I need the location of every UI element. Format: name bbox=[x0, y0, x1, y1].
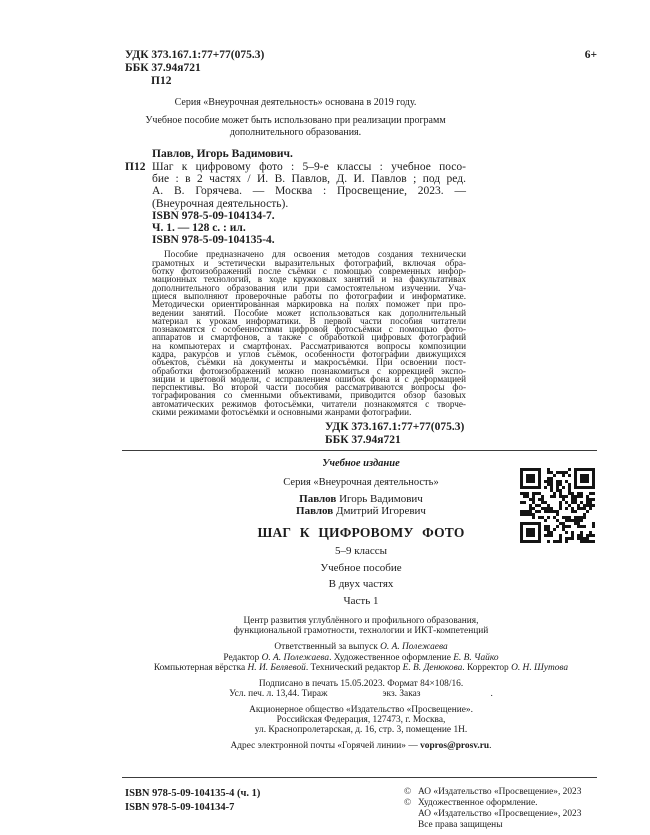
annotation-line: познакомятся с особенностями цифровой фотосъёмки с помощью фото- bbox=[152, 324, 466, 335]
book-title: ШАГ К ЦИФРОВОМУ ФОТО bbox=[257, 524, 465, 540]
copyright-line: Все права защищены bbox=[418, 819, 503, 830]
author-heading: Павлов, Игорь Вадимович. bbox=[152, 148, 293, 160]
publisher-line: Российская Федерация, 127473, г. Москва, bbox=[276, 715, 446, 726]
annotation-line: мационных технологий, в ходе кружковых занятий и на факультативах bbox=[152, 274, 466, 285]
annotation-line: аппаратов и смартфонов, а также с обработкой цифровых фотографий bbox=[152, 332, 466, 343]
annotation-line: Методически ориентированная маркировка на полях поможет при про- bbox=[152, 299, 466, 310]
bib-lines bbox=[152, 161, 466, 210]
person-name: О. А. Полежаева bbox=[380, 642, 448, 653]
org-line: Центр развития углублённого и профильного образования, bbox=[243, 615, 479, 626]
part-info: Ч. 1. — 128 с. : ил. bbox=[152, 222, 246, 235]
credit-line-editor: Редактор О. А. Полежаева. Художественное оформление Е. В. Чайко bbox=[223, 652, 499, 663]
grades-line: 5–9 классы bbox=[334, 545, 388, 558]
top-codes-row bbox=[125, 0, 597, 88]
bib-press-mark: П12 bbox=[125, 161, 146, 173]
person-name: Е. В. Чайко bbox=[453, 652, 499, 663]
usage-note bbox=[125, 115, 466, 139]
author-name-2: Павлов Дмитрий Игоревич bbox=[296, 505, 426, 518]
footer-isbn-line: ISBN 978-5-09-104135-4 (ч. 1) bbox=[125, 788, 261, 800]
copyright-line: © Художественное оформление. bbox=[404, 798, 538, 809]
annotation-line: автоматических режимов фотосъёмки, читатели познакомятся с творче- bbox=[152, 398, 466, 409]
qr-code bbox=[520, 468, 595, 543]
annotation-line: зиции и цветовой модели, с исправлением ошибок фона и с деформацией bbox=[152, 373, 466, 384]
person-name: О. Н. Шутова bbox=[511, 662, 569, 673]
author-name-1: Павлов Игорь Вадимович bbox=[299, 493, 423, 506]
udk-code: УДК 373.167.1:77+77(075.3) bbox=[125, 49, 265, 61]
annotation-line: перспективы. Во второй части пособия рассматриваются вопросы фо- bbox=[152, 382, 466, 393]
annotation-line: кадра, ракурсов и углов съёмок, особенности фотографии движущихся bbox=[152, 348, 466, 359]
copyright-line: © АО «Издательство «Просвещение», 2023 bbox=[404, 787, 582, 798]
copyright-symbol: © bbox=[404, 798, 412, 809]
org-line: функциональной грамотности, технологии и ИКТ-компетенций bbox=[233, 625, 489, 636]
annotation-line: ведении занятий. Пособие может использоваться как дополнительный bbox=[152, 307, 466, 318]
bib-line: А. В. Горячева. — Москва : Просвещение, 2023. — bbox=[152, 185, 466, 198]
annotation-line: тографирования со сменными объективами, приводится обзор базовых bbox=[152, 390, 466, 401]
classification-codes bbox=[125, 49, 264, 88]
person-name: Н. И. Беляевой bbox=[247, 662, 306, 673]
print-info-line-1: Подписано в печать 15.05.2023. Формат 84×108/16. bbox=[258, 679, 464, 689]
isbn-line-part2: ISBN 978-5-09-104135-4. bbox=[152, 234, 275, 247]
email-line: Адрес электронной почты «Горячей линии» — vopros@prosv.ru. bbox=[230, 741, 492, 752]
footer-isbn-line: ISBN 978-5-09-104134-7 bbox=[125, 801, 235, 813]
bib-line: бие : в 2 частях / И. В. Павлов, Д. И. Павлов ; под ред. bbox=[152, 173, 466, 186]
section-divider-bottom bbox=[122, 777, 597, 778]
copyright-line: АО «Издательство «Просвещение», 2023 bbox=[418, 809, 582, 819]
udk-code-bottom: УДК 373.167.1:77+77(075.3) bbox=[325, 421, 465, 434]
annotation-line: на компьютерах и смартфонах. Рассматриваются вопросы композиции bbox=[152, 340, 466, 351]
annotation-line: грамотных и эстетически выразительных фотографий, включая обра- bbox=[152, 257, 466, 268]
publisher-address bbox=[125, 705, 597, 735]
press-mark: П12 bbox=[151, 75, 172, 87]
copyright-block bbox=[404, 787, 597, 830]
annotation bbox=[125, 250, 466, 416]
isbn-block bbox=[125, 210, 466, 247]
footer bbox=[125, 787, 597, 830]
usage-note-line: дополнительного образования. bbox=[229, 127, 362, 138]
annotation-line: объектов, съёмки на документы и макросъёмки. При освоении пост- bbox=[152, 357, 466, 368]
annotation-line: материал к урокам информатики. В первой части пособия читатели bbox=[152, 315, 466, 326]
credit-line-layout: Компьютерная вёрстка Н. И. Беляевой. Технический редактор Е. В. Денюкова. Корректор О. Н. Шутова bbox=[153, 662, 569, 673]
publisher-line: ул. Краснопролетарская, д. 16, стр. 3, помещение 1Н. bbox=[254, 725, 468, 736]
annotation-line: обработки фотоизображений можно познакомиться с коррекцией экспо- bbox=[152, 365, 466, 376]
annotation-line: дополнительного образования или при самостоятельном изучении. Уча- bbox=[152, 282, 466, 293]
usage-note-line: Учебное пособие может быть использовано при реализации программ bbox=[145, 115, 446, 126]
bib-entry bbox=[125, 161, 466, 210]
bib-line: Шаг к цифровому фото : 5–9-е классы : учебное посо- bbox=[152, 161, 466, 173]
person-name: О. А. Полежаева bbox=[261, 652, 330, 663]
copyright-symbol: © bbox=[404, 787, 412, 798]
credit-line-responsible: Ответственный за выпуск О. А. Полежаева bbox=[274, 642, 448, 653]
part-number: Часть 1 bbox=[343, 594, 379, 607]
org-lines bbox=[125, 616, 597, 637]
annotation-line: ботку фотоизображений после съёмки с помощью современных инфор- bbox=[152, 266, 466, 277]
age-rating-badge: 6+ bbox=[584, 49, 597, 61]
email-address: vopros@prosv.ru bbox=[420, 741, 490, 752]
edition-series: Серия «Внеурочная деятельность» bbox=[283, 477, 439, 489]
page-content bbox=[125, 0, 597, 831]
publisher-line: Акционерное общество «Издательство «Просвещение». bbox=[249, 705, 473, 716]
parts-line: В двух частях bbox=[328, 578, 394, 591]
section-divider-top bbox=[122, 450, 597, 451]
catalog-card bbox=[125, 97, 466, 446]
print-info-line-2: Усл. печ. л. 13,44. Тираж экз. Заказ . bbox=[229, 689, 493, 700]
bbk-code: ББК 37.94я721 bbox=[125, 62, 201, 74]
bib-line: (Внеурочная деятельность). bbox=[152, 197, 289, 210]
annotation-line: Пособие предназначено для освоения методов создания технически bbox=[164, 249, 466, 260]
edition-type: Учебное пособие bbox=[320, 561, 402, 574]
annotation-line: щиеся выполняют проверочные работы по фотографии и информатике. bbox=[152, 290, 466, 301]
annotation-line: скими режимами фотосъёмки и основными жанрами фотографии. bbox=[152, 407, 412, 418]
bbk-code-bottom: ББК 37.94я721 bbox=[325, 433, 401, 446]
edition-kind: Учебное издание bbox=[322, 458, 400, 470]
series-founding-note: Серия «Внеурочная деятельность» основана в 2019 году. bbox=[174, 97, 417, 108]
isbn-line-part1: ISBN 978-5-09-104134-7. bbox=[152, 209, 275, 222]
footer-isbn-block bbox=[125, 787, 260, 830]
classification-codes-bottom bbox=[325, 421, 466, 446]
person-name: Е. В. Денюкова bbox=[402, 662, 463, 673]
